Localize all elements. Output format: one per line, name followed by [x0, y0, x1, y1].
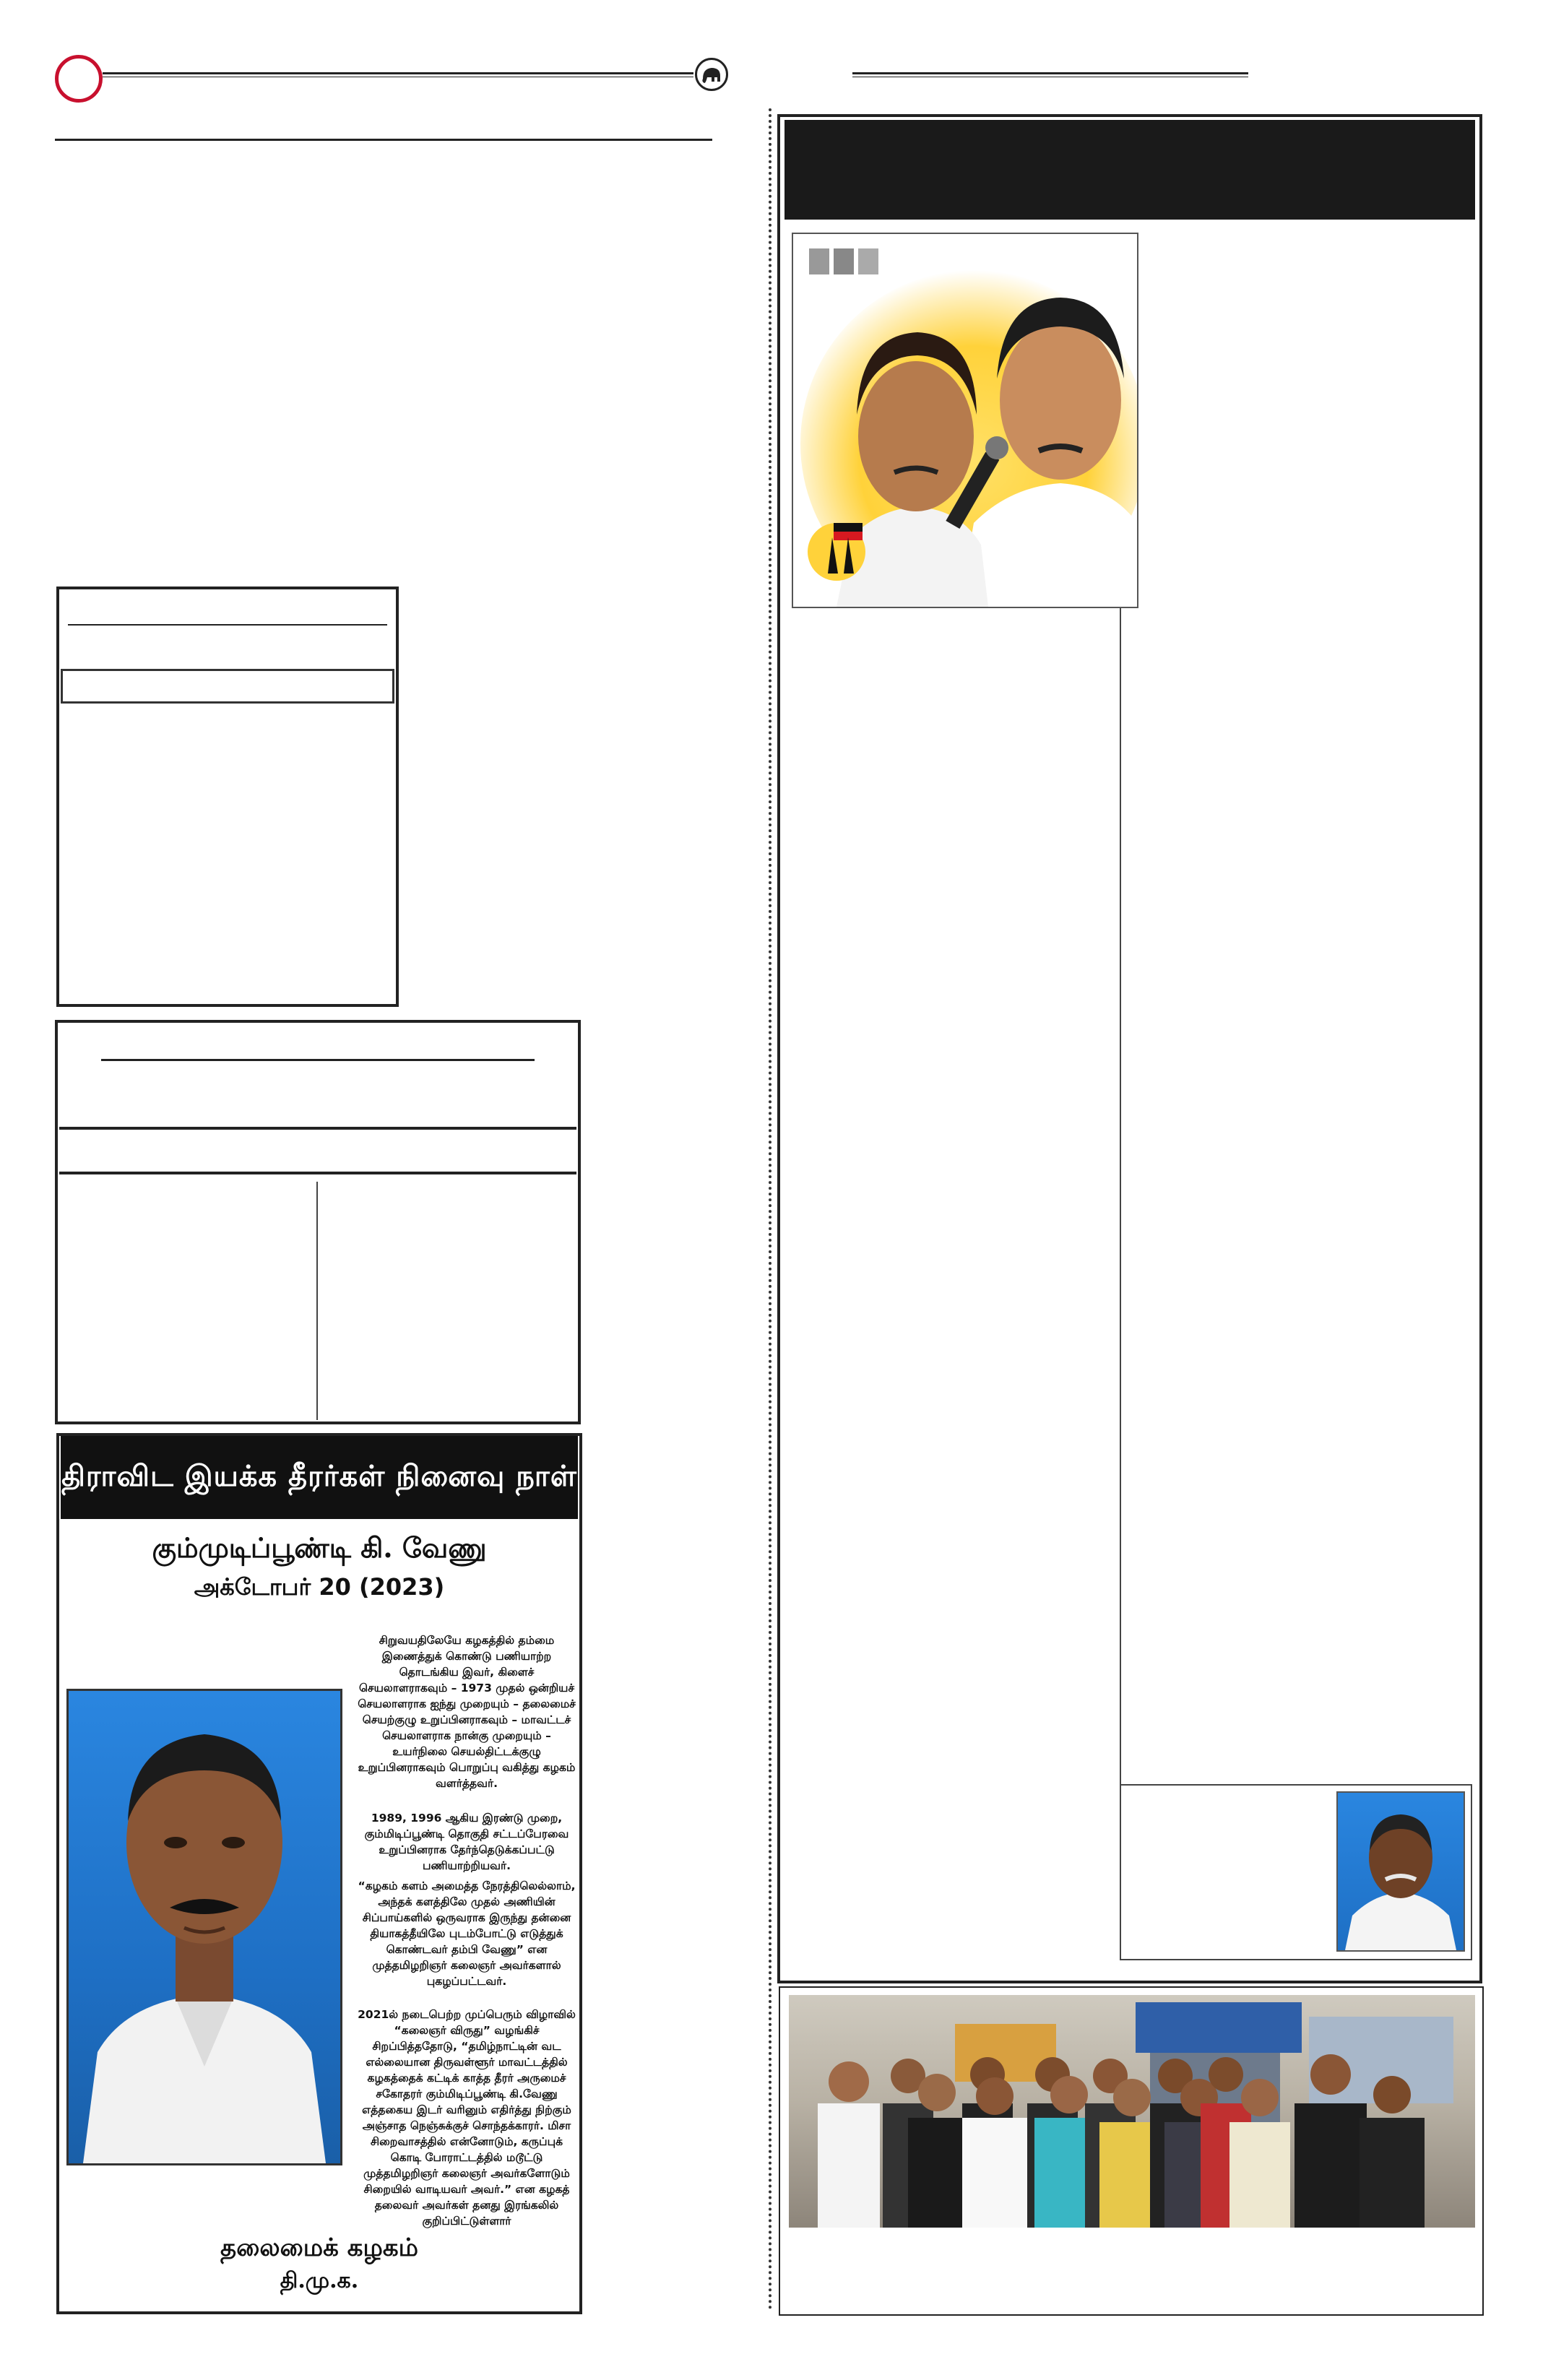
- memorial-name: கும்முடிப்பூண்டி கி. வேணு: [152, 1531, 487, 1564]
- left-table-divider: [316, 1182, 318, 1420]
- left-column-rule: [55, 139, 712, 141]
- left-table-box: [55, 1020, 581, 1424]
- right-header-rule: [852, 72, 1248, 74]
- feature-column-divider: [1120, 608, 1121, 1786]
- feature-banner: [785, 120, 1475, 220]
- column-separator: [769, 108, 772, 2311]
- memorial-paragraph-3: “கழகம் களம் அமைத்த நேரத்திலெல்லாம், அந்தக் களத்திலே முதல் அணியின் சிப்பாய்களில் ஒருவராக இருந்து தன்னை தியாகத்தீயிலே புடம்போட்டு எடுத்துக் கொண்டவர் தம்பி வேணு” என முத்தமிழறிஞர் கலைஞர் அவர்களால் புகழப்பட்டவர்.: [358, 1879, 576, 1988]
- left-info-box-rule: [68, 624, 387, 626]
- memorial-heading: திராவிட இயக்க தீரர்கள் நினைவு நாள்: [61, 1436, 578, 1519]
- elephant-emblem-icon: [695, 58, 728, 91]
- leaders-poster: [792, 233, 1138, 608]
- left-table-title-rule: [101, 1059, 535, 1061]
- masthead-rule: [103, 72, 693, 74]
- memorial-paragraph-4: 2021ல் நடைபெற்ற முப்பெரும் விழாவில் “கலைஞர் விருது” வழங்கிச் சிறப்பித்ததோடு, “தமிழ்நாட்டின் வட எல்லையான திருவள்ளூர் மாவட்டத்தில் கழகத்தைக் கட்டிக் காத்த தீரர் அருமைச் சகோதரர் கும்மிடிப்பூண்டி கி.வேணு எத்தகைய இடர் வரினும் எதிர்த்து நிற்கும் அஞ்சாத நெஞ்சுக்குச் சொந்தக்காரர். மிசா சிறைவாசத்தில் என்னோடும், கருப்புக் கொடி போராட்டத்தில் மடூட்டு முத்தமிழறிஞர் கலைஞர் அவர்களோடும் சிறையில் வாடியவர் அவர்.” என கழகத் தலைவர் அவர்கள் தனது இரங்கலில் குறிப்பிட்டுள்ளார்: [358, 2008, 576, 2228]
- memorial-organisation: தி.மு.க.: [280, 2268, 359, 2293]
- left-table-rule-1: [59, 1127, 576, 1130]
- memorial-signature: தலைமைக் கழகம்: [220, 2233, 418, 2262]
- memorial-paragraph-1: சிறுவயதிலேயே கழகத்தில் தம்மை இணைத்துக் கொண்டு பணியாற்ற தொடங்கிய இவர், கிளைச் செயலாளராகவும் – 1973 முதல் ஒன்றியச் செயலாளராக ஐந்து முறையும் – தலைமைச் செயற்குழு உறுப்பினராகவும் – மாவட்டச் செயலாளராக நான்கு முறையும் – உயர்நிலை செயல்திட்டக்குழு உறுப்பினராகவும் பொறுப்பு வகித்து கழகம் வளர்த்தவர்.: [358, 1634, 576, 1790]
- left-info-box: [56, 587, 399, 1007]
- group-photo: [789, 1995, 1475, 2228]
- inset-portrait: [1336, 1791, 1465, 1952]
- left-table-rule-2: [59, 1172, 576, 1174]
- red-circle-icon: [55, 55, 103, 103]
- memorial-date: அக்டோபர் 20 (2023): [194, 1573, 445, 1601]
- memorial-portrait: [66, 1689, 342, 2165]
- left-info-box-field: [61, 669, 394, 704]
- memorial-paragraph-2: 1989, 1996 ஆகிய இரண்டு முறை, கும்மிடிப்பூண்டி தொகுதி சட்டப்பேரவை உறுப்பினராக தேர்ந்தெடுக்கப்பட்டு பணியாற்றியவர்.: [364, 1812, 569, 1872]
